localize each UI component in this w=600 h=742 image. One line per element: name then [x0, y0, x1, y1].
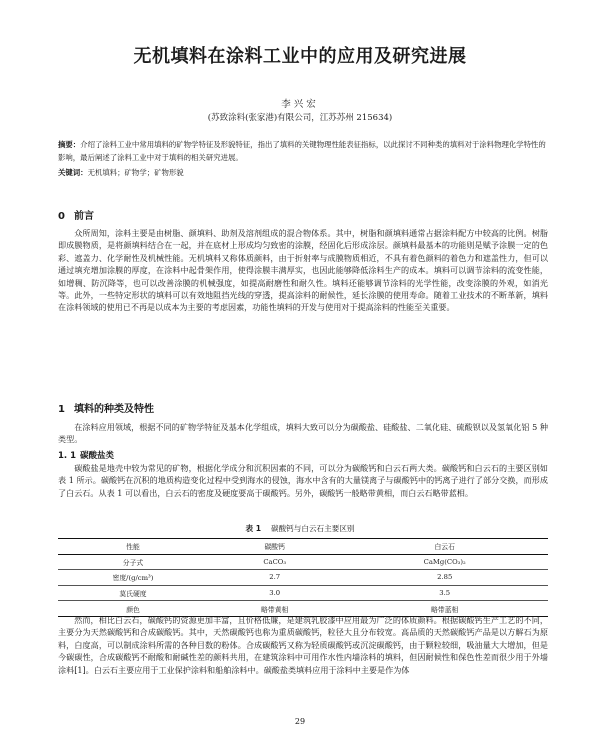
table-cell: 莫氏硬度: [119, 590, 147, 599]
subsection-heading-1-1: [58, 449, 114, 461]
table-cell: 3.0: [269, 589, 281, 598]
table-1: [58, 538, 548, 617]
section-1-paragraph: 在涂料应用领域，根据不同的矿物学特征及基本化学组成，填料大致可以分为碳酸盐、硅酸盐、二氧化硅、硫酸钡以及氢氧化铝 5 种类型。: [58, 422, 548, 445]
abstract-text: 介绍了涂料工业中常用填料的矿物学特征及形貌特征，指出了填料的关键物理性能表征指标，以此探讨不同种类的填料对于涂料物理化学特性的影响，最后阐述了涂料工业中对于填料的相关研究进展。: [58, 140, 546, 162]
table-row: [58, 554, 548, 570]
section-title: 填料的种类及特性: [74, 404, 154, 415]
subsection-title: 碳酸盐类: [80, 451, 115, 461]
author-name: 李兴宏: [281, 99, 319, 110]
table-1-caption: [0, 523, 600, 534]
table-cell: CaMg(CO₃)₂: [423, 557, 466, 566]
table-header-cell: 碳酸钙: [264, 543, 285, 552]
section-0-paragraph: 众所周知，涂料主要是由树脂、颜填料、助剂及溶剂组成的混合物体系。其中，树脂和颜填料通常占据涂料配方中较高的比例。树脂即成膜物质，是将颜填料结合在一起，并在底材上形成均匀致密的涂膜，经固化后形成涂层。颜填料最基本的功能则是赋予涂膜一定的色彩、遮盖力、化学耐性及机械性能。无机填料又称体质颜料，由于折射率与成膜物质相近，不具有着色颜料的着色力和遮盖性力，但可以通过填充增加涂膜的厚度，在涂料中起骨架作用，使得涂膜丰满厚实，也因此能够降低涂料生产的成本。填料可以调节涂料的流变性能，如增稠、防沉降等，也可以改善涂膜的机械强度，如提高耐磨性和耐久性。填料还能够调节涂料的光学性能，改变涂膜的外观，如消光等。此外，一些特定形状的填料可以有效地阻挡光线的穿透，提高涂料的耐候性，延长涂膜的使用寿命。随着工业技术的不断革新，填料在涂料领域的使用已不再是以成本为主要的考虑因素，功能性填料的开发与使用对于提高涂料的性能至关重要。: [58, 228, 548, 313]
section-1-1-paragraph: 碳酸盐是地壳中较为常见的矿物，根据化学成分和沉积因素的不同，可以分为碳酸钙和白云石两大类。碳酸钙和白云石的主要区别如表 1 所示。碳酸钙在沉积的地质构造变化过程中受到海水的侵蚀，海水中含有的大量镁离子与碳酸钙中的钙离子进行了部分交换，而形成了白云石。从表 1 可以看出，白云石的密度及硬度要高于碳酸钙。另外，碳酸钙一般略带黄相，而白云石略带蓝相。: [58, 463, 548, 498]
section-heading-1: [58, 400, 154, 415]
keywords: [58, 167, 548, 179]
table-row: [58, 570, 548, 586]
post-table-paragraph: 然而，相比白云石，碳酸钙的资源更加丰富，且价格低廉，是建筑乳胶漆中应用最为广泛的体质颜料。根据碳酸钙生产工艺的不同，主要分为天然碳酸钙和合成碳酸钙。其中，天然碳酸钙也称为重质碳酸钙，粒径大且分布较宽。高品质的天然碳酸钙产品是以方解石为原料，白度高，可以制成涂料所需的各种目数的粉体。合成碳酸钙又称为轻质碳酸钙或沉淀碳酸钙，由于颗粒较细，吸油量大大增加，但是今碳碳性，合成碳酸钙不耐酸和耐碱性差的颜料共用，在建筑涂料中可用作水性内墙涂料的填料，但因耐候性和保色性差而很少用于外墙涂料[1]。白云石主要应用于工业保护涂料和船舶涂料中。碳酸盐类填料应用于涂料中主要是作为体: [58, 615, 548, 675]
subsection-number: 1. 1: [58, 451, 77, 461]
table-header-cell: 性能: [126, 543, 140, 552]
table-label: 表 1: [245, 524, 261, 533]
table-header-cell: 白云石: [434, 543, 455, 552]
author-affiliation: (苏致涂料(张家港)有限公司，江苏苏州 215634): [207, 113, 393, 123]
keywords-label: 关键词：: [58, 168, 88, 177]
table-cell: 略带蓝相: [431, 605, 459, 614]
table-title: 碳酸钙与白云石主要区别: [271, 524, 355, 533]
table-cell: 略带黄相: [261, 605, 289, 614]
table-cell: 颜色: [126, 605, 140, 614]
table-cell: 2.7: [269, 573, 281, 582]
table-cell: 2.85: [437, 573, 453, 582]
paper-title: 无机填料在涂料工业中的应用及研究进展: [133, 46, 467, 67]
table-cell: 分子式: [122, 558, 144, 567]
section-number: 0: [58, 211, 65, 222]
table-header-row: [58, 539, 548, 555]
table-cell: 密度/(g/cm³): [112, 574, 154, 583]
abstract-label: 摘要：: [58, 140, 81, 149]
abstract: [58, 138, 548, 164]
keywords-text: 无机填料；矿物学；矿物形貌: [87, 168, 184, 177]
section-heading-0: [58, 207, 94, 222]
table-row: [58, 585, 548, 601]
page-number: 29: [294, 717, 306, 726]
table-cell: CaCO₃: [263, 557, 287, 566]
section-title: 前言: [74, 211, 94, 222]
table-cell: 3.5: [439, 589, 451, 598]
section-number: 1: [58, 404, 65, 415]
